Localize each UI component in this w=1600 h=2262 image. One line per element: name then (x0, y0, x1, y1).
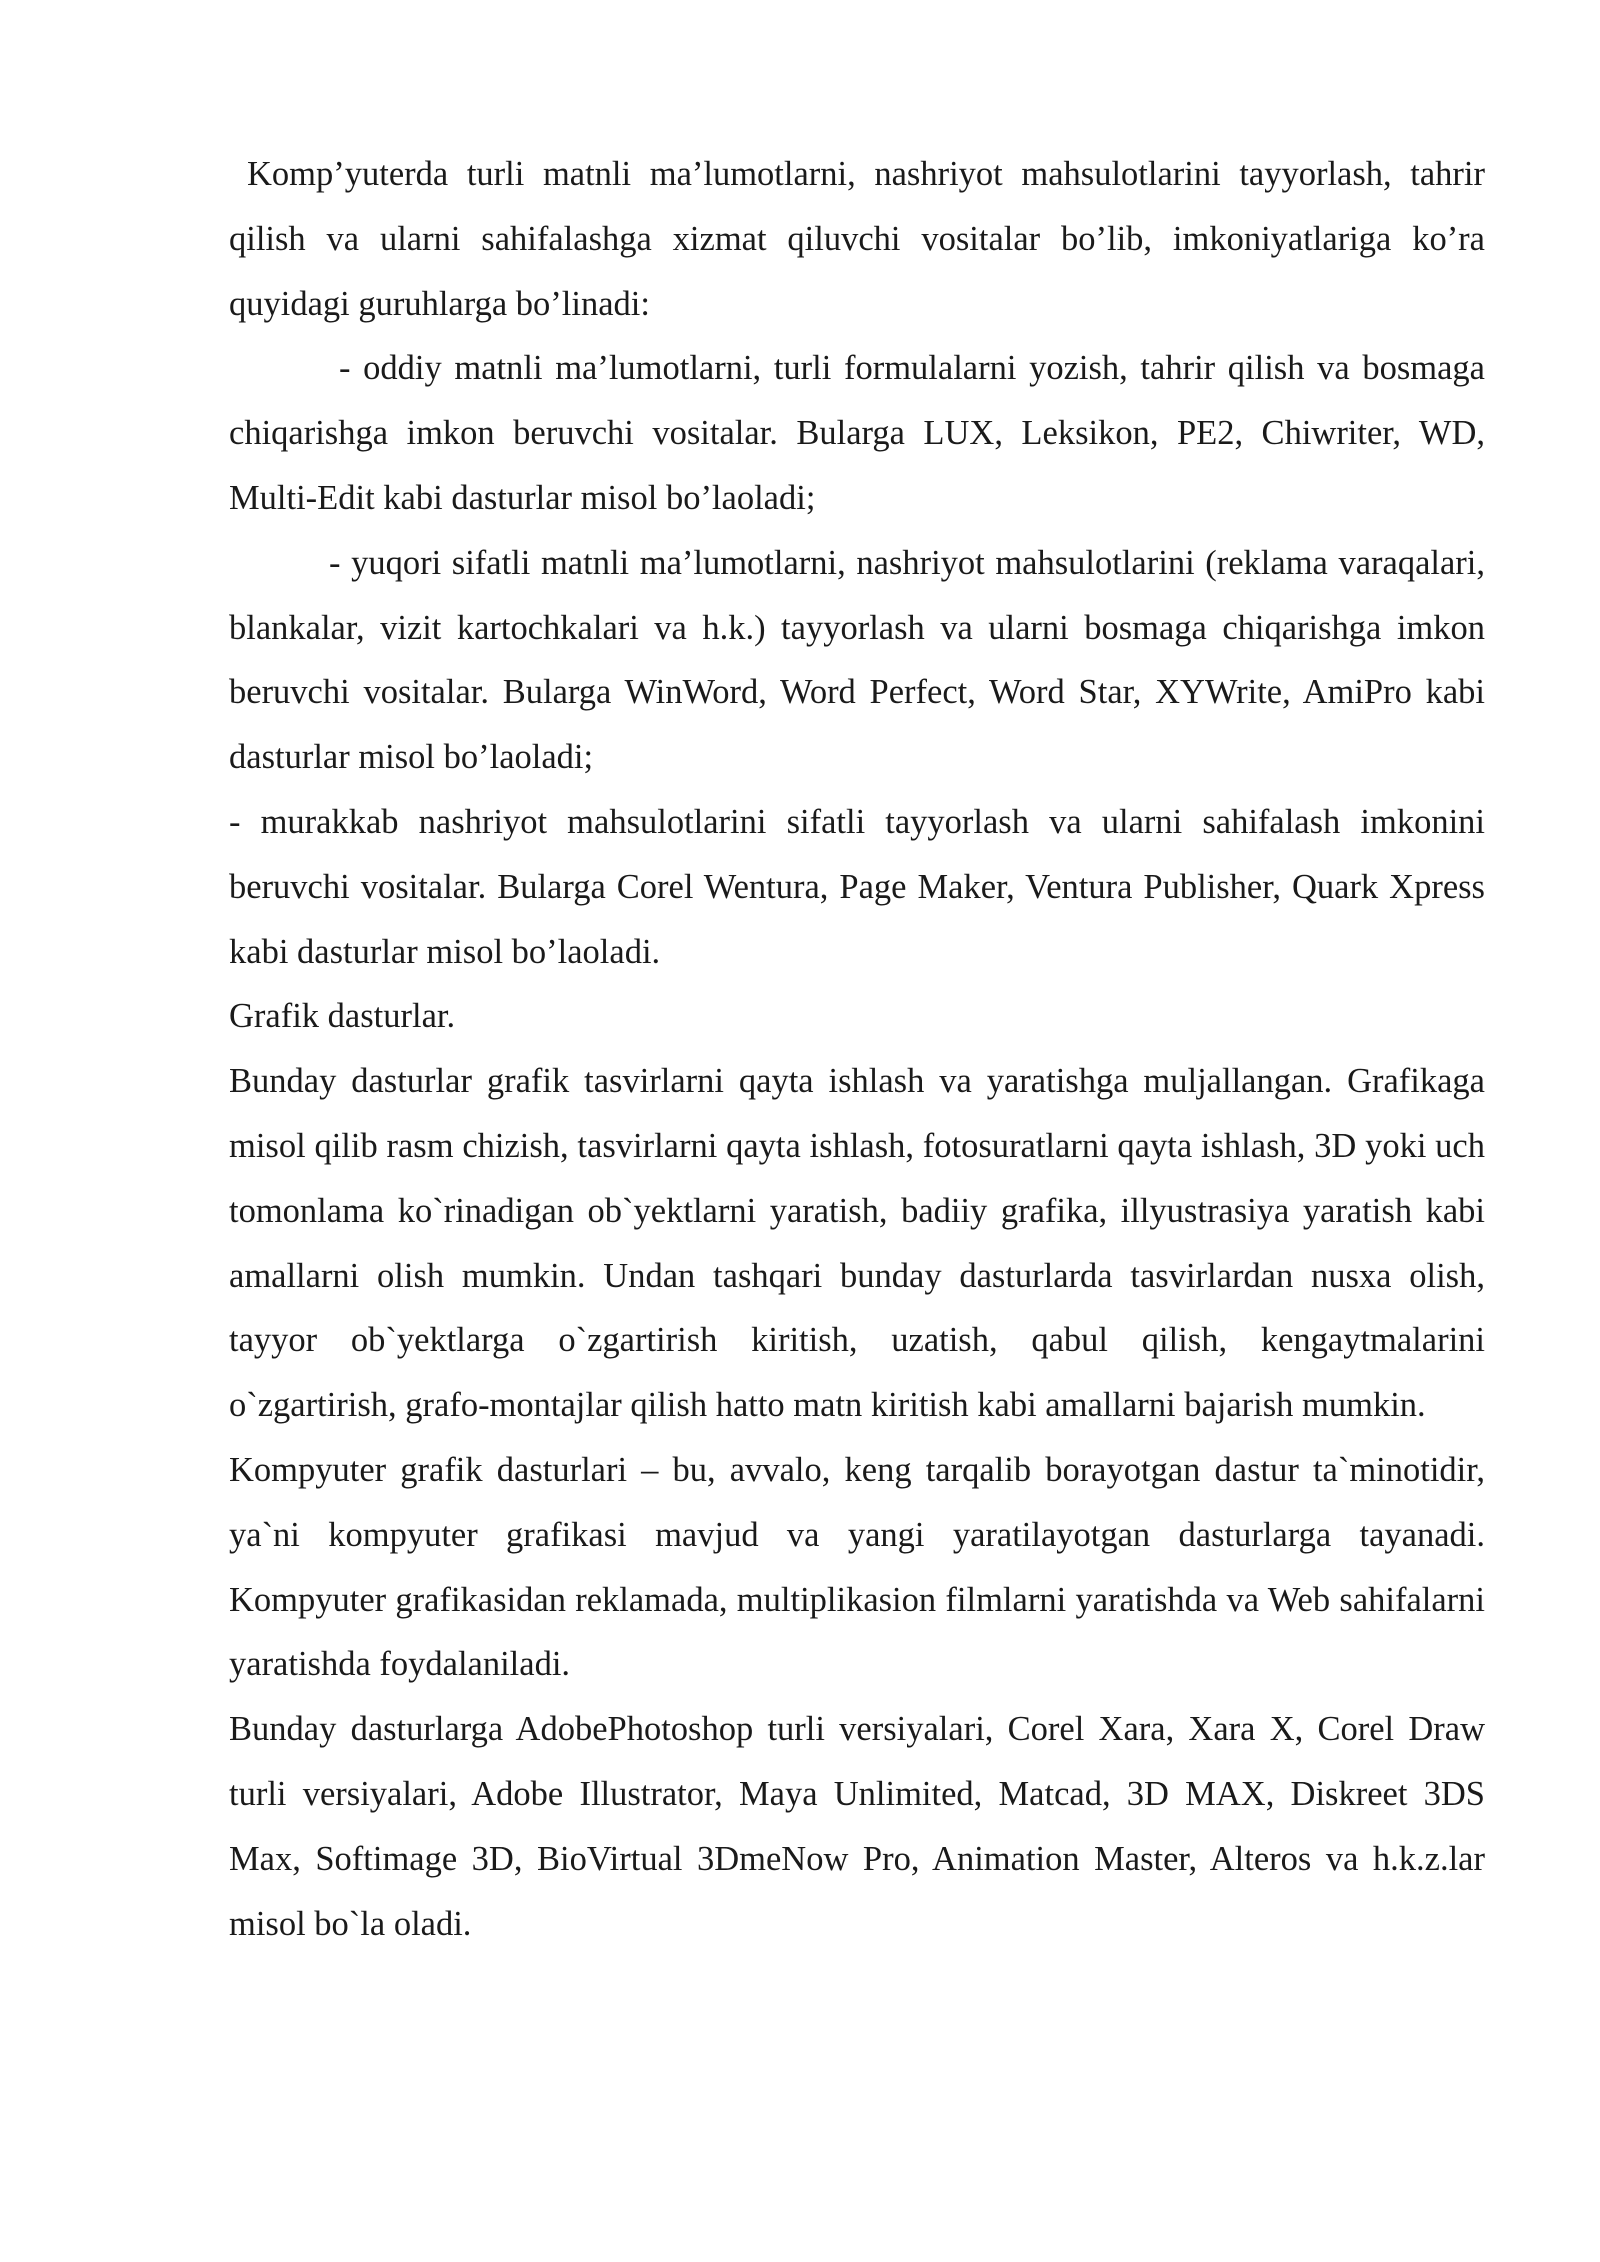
list-item-simple-text-tools: - oddiy matnli ma’lumotlarni, turli formulalarni yozish, tahrir qilish va bosmaga chiqarishga imkon beruvchi vositalar. Bularga LUX, Leksikon, PE2, Chiwriter, WD, Multi-Edit kabi dasturlar misol bo’laoladi; (229, 349, 1485, 517)
paragraph-intro: Komp’yuterda turli matnli ma’lumotlarni, nashriyot mahsulotlarini tayyorlash, tahrir qilish va ularni sahifalashga xizmat qiluvchi vositalar bo’lib, imkoniyatlariga ko’ra quyidagi guruhlarga bo’linadi: (229, 155, 1485, 323)
list-item-complex-publishing-tools: - murakkab nashriyot mahsulotlarini sifatli tayyorlash va ularni sahifalash imkonini beruvchi vositalar. Bularga Corel Wentura, Page Maker, Ventura Publisher, Quark Xpress kabi dasturlar misol bo’laoladi. (229, 802, 1485, 971)
paragraph-graphics-examples: Bunday dasturlarga AdobePhotoshop turli versiyalari, Corel Xara, Xara X, Corel Draw turli versiyalari, Adobe Illustrator, Maya Unlimited, Matcad, 3D MAX, Diskreet 3DS Max, Softimage 3D, BioVirtual 3DmeNow Pro, Animation Master, Alteros va h.k.z.lar misol bo`la oladi. (229, 1710, 1485, 1943)
paragraph-graphics-description: Bunday dasturlar grafik tasvirlarni qayta ishlash va yaratishga muljallangan. Grafikaga misol qilib rasm chizish, tasvirlarni qayta ishlash, fotosuratlarni qayta ishlash, 3D yoki uch tomonlama ko`rinadigan ob`yektlarni yaratish, badiiy grafika, illyustrasiya yaratish kabi amallarni olish mumkin. Undan tashqari bunday dasturlarda tasvirlardan nusxa olish, tayyor ob`yektlarga o`zgartirish kiritish, uzatish, qabul qilish, kengaytmalarini o`zgartirish, grafo-montajlar qilish hatto matn kiritish kabi amallarni bajarish mumkin. (229, 1062, 1485, 1425)
paragraph-graphics-software: Kompyuter grafik dasturlari – bu, avvalo, keng tarqalib borayotgan dastur ta`minotidir, ya`ni kompyuter grafikasi mavjud va yangi yaratilayotgan dasturlarga tayanadi. Kompyuter grafikasidan reklamada, multiplikasion filmlarni yaratishda va Web sahifalarni yaratishda foydalaniladi. (229, 1450, 1485, 1684)
list-item-high-quality-text-tools: - yuqori sifatli matnli ma’lumotlarni, nashriyot mahsulotlarini (reklama varaqalari, blankalar, vizit kartochkalari va h.k.) tayyorlash va ularni bosmaga chiqarishga imkon beruvchi vositalar. Bularga WinWord, Word Perfect, Word Star, XYWrite, AmiPro kabi dasturlar misol bo’laoladi; (229, 543, 1485, 777)
document-body (229, 142, 1485, 1956)
section-heading-graphics: Grafik dasturlar. (229, 997, 456, 1036)
